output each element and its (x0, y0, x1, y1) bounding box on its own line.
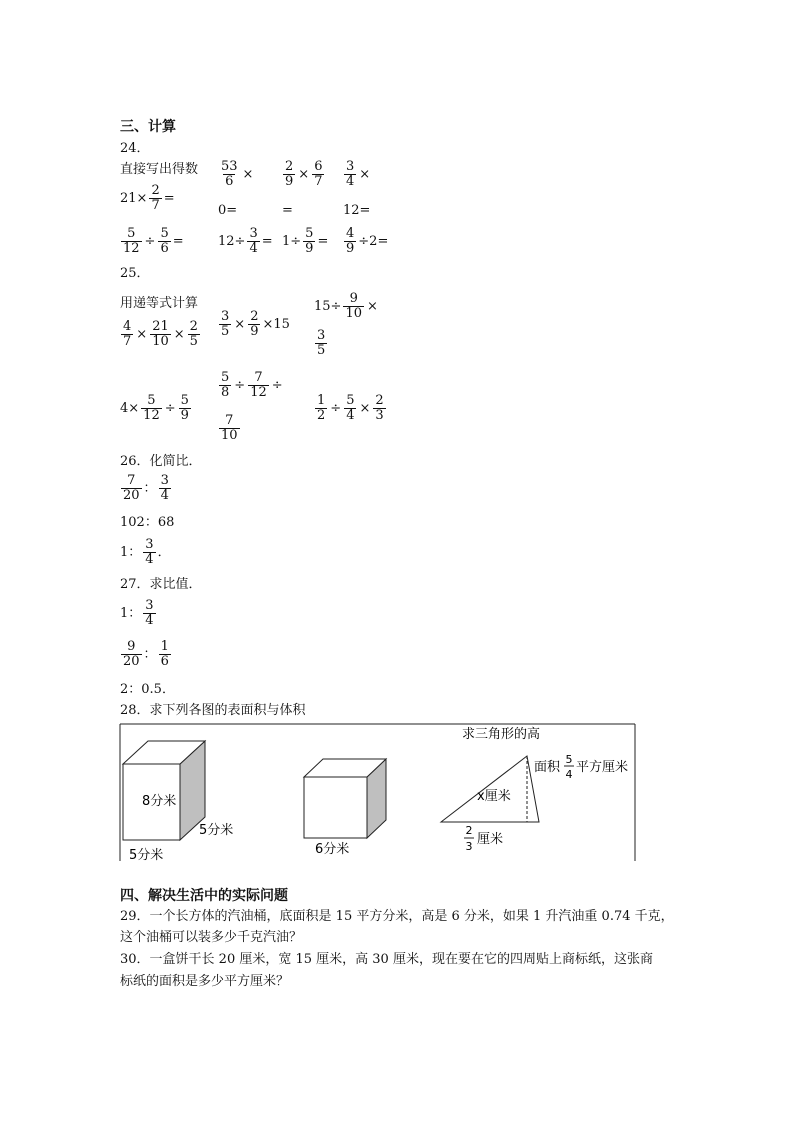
triangle-area-denominator: 4 (565, 768, 573, 781)
q27-expr-b: $\frac{9}{20}$ ： $\frac{1}{6}$ (123, 639, 169, 669)
q25-number: 25． (120, 266, 150, 281)
triangle-area-numerator: 5 (565, 753, 573, 766)
triangle-base-denominator: 3 (465, 840, 473, 853)
section-title-calc: 三、计算 (120, 119, 176, 135)
q25-expr-c: 15÷ $\frac{9}{10}$ × (314, 291, 378, 321)
q24-expr-4: $\frac{3}{4}$ × (346, 159, 371, 189)
q30-line-1: 30．一盒饼干长 20 厘米，宽 15 厘米，高 30 厘米，现在要在它的四周贴上商标纸，这张商 (120, 952, 653, 967)
q25-expr-a: $\frac{4}{7}$ × $\frac{21}{10}$ × $\frac{2}{5}$ (123, 319, 198, 349)
q27-expr-c: 2：0.5． (120, 682, 175, 697)
q27-expr-a: 1： $\frac{3}{4}$ (120, 598, 154, 628)
cube-edge-label: 6分米 (315, 842, 350, 857)
cuboid-shape (123, 741, 205, 840)
q29-line-1: 29．一个长方体的汽油桶，底面积是 15 平方分米，高是 6 分米，如果 1 升汽油重 0.74 千克， (120, 909, 674, 924)
q26-title: 26．化简比． (120, 454, 202, 469)
q24-expr-1: 21× $\frac{2}{7}$ = (120, 183, 175, 213)
q28-title: 28．求下列各图的表面积与体积 (120, 703, 306, 718)
q25-expr-d: 4× $\frac{5}{12}$ ÷ $\frac{5}{9}$ (120, 393, 189, 423)
cuboid-height-label: 8分米 (142, 794, 177, 809)
q26-expr-b: 102：68 (120, 515, 175, 530)
q25-expr-c-tail: $\frac{3}{5}$ (317, 328, 326, 358)
triangle-title: 求三角形的高 (462, 727, 541, 742)
q25-expr-e-tail: $\frac{7}{10}$ (221, 413, 238, 443)
q29-line-2: 这个油桶可以装多少千克汽油？ (120, 930, 303, 945)
triangle-base-numerator: 2 (465, 824, 473, 837)
q28-figure (119, 721, 637, 863)
cuboid-width-label: 5分米 (129, 848, 164, 863)
q24-expr-8: $\frac{4}{9}$ ÷2= (346, 226, 389, 256)
q26-expr-c: 1： $\frac{3}{4}$ ． (120, 537, 171, 567)
q24-expr-3-tail: = (282, 203, 293, 218)
q24-expr-3: $\frac{2}{9}$ × $\frac{6}{7}$ (285, 159, 323, 189)
cube-shape (304, 759, 386, 838)
q25-expr-b: $\frac{3}{5}$ × $\frac{2}{9}$ ×15 (221, 309, 290, 339)
q26-expr-a: $\frac{7}{20}$ ： $\frac{3}{4}$ (123, 473, 169, 503)
triangle-base-unit: 厘米 (477, 832, 504, 847)
q24-expr-2: $\frac{53}{6}$ × (221, 159, 254, 189)
q27-title: 27．求比值． (120, 577, 202, 592)
q24-number: 24． (120, 141, 150, 156)
section-title-practical: 四、解决生活中的实际问题 (120, 888, 288, 904)
q24-expr-7: 1÷ $\frac{5}{9}$ = (282, 226, 329, 256)
triangle-height-label: x厘米 (477, 789, 511, 804)
q24-expr-4-tail: 12= (343, 203, 371, 218)
q25-instruction: 用递等式计算 (120, 296, 199, 311)
q25-expr-e: $\frac{5}{8}$ ÷ $\frac{7}{12}$ ÷ (221, 370, 283, 400)
q30-line-2: 标纸的面积是多少平方厘米？ (120, 974, 290, 989)
q24-expr-6: 12÷ $\frac{3}{4}$ = (218, 226, 273, 256)
cuboid-depth-label: 5分米 (199, 823, 234, 838)
triangle-area-unit: 平方厘米 (576, 760, 629, 775)
q24-instruction: 直接写出得数 (120, 162, 199, 177)
q24-expr-2-tail: 0= (218, 203, 238, 218)
q24-expr-5: $\frac{5}{12}$ ÷ $\frac{5}{6}$ = (123, 226, 184, 256)
q25-expr-f: $\frac{1}{2}$ ÷ $\frac{5}{4}$ × $\frac{2}{3}$ (317, 393, 384, 423)
triangle-area-lead: 面积 (534, 760, 561, 775)
